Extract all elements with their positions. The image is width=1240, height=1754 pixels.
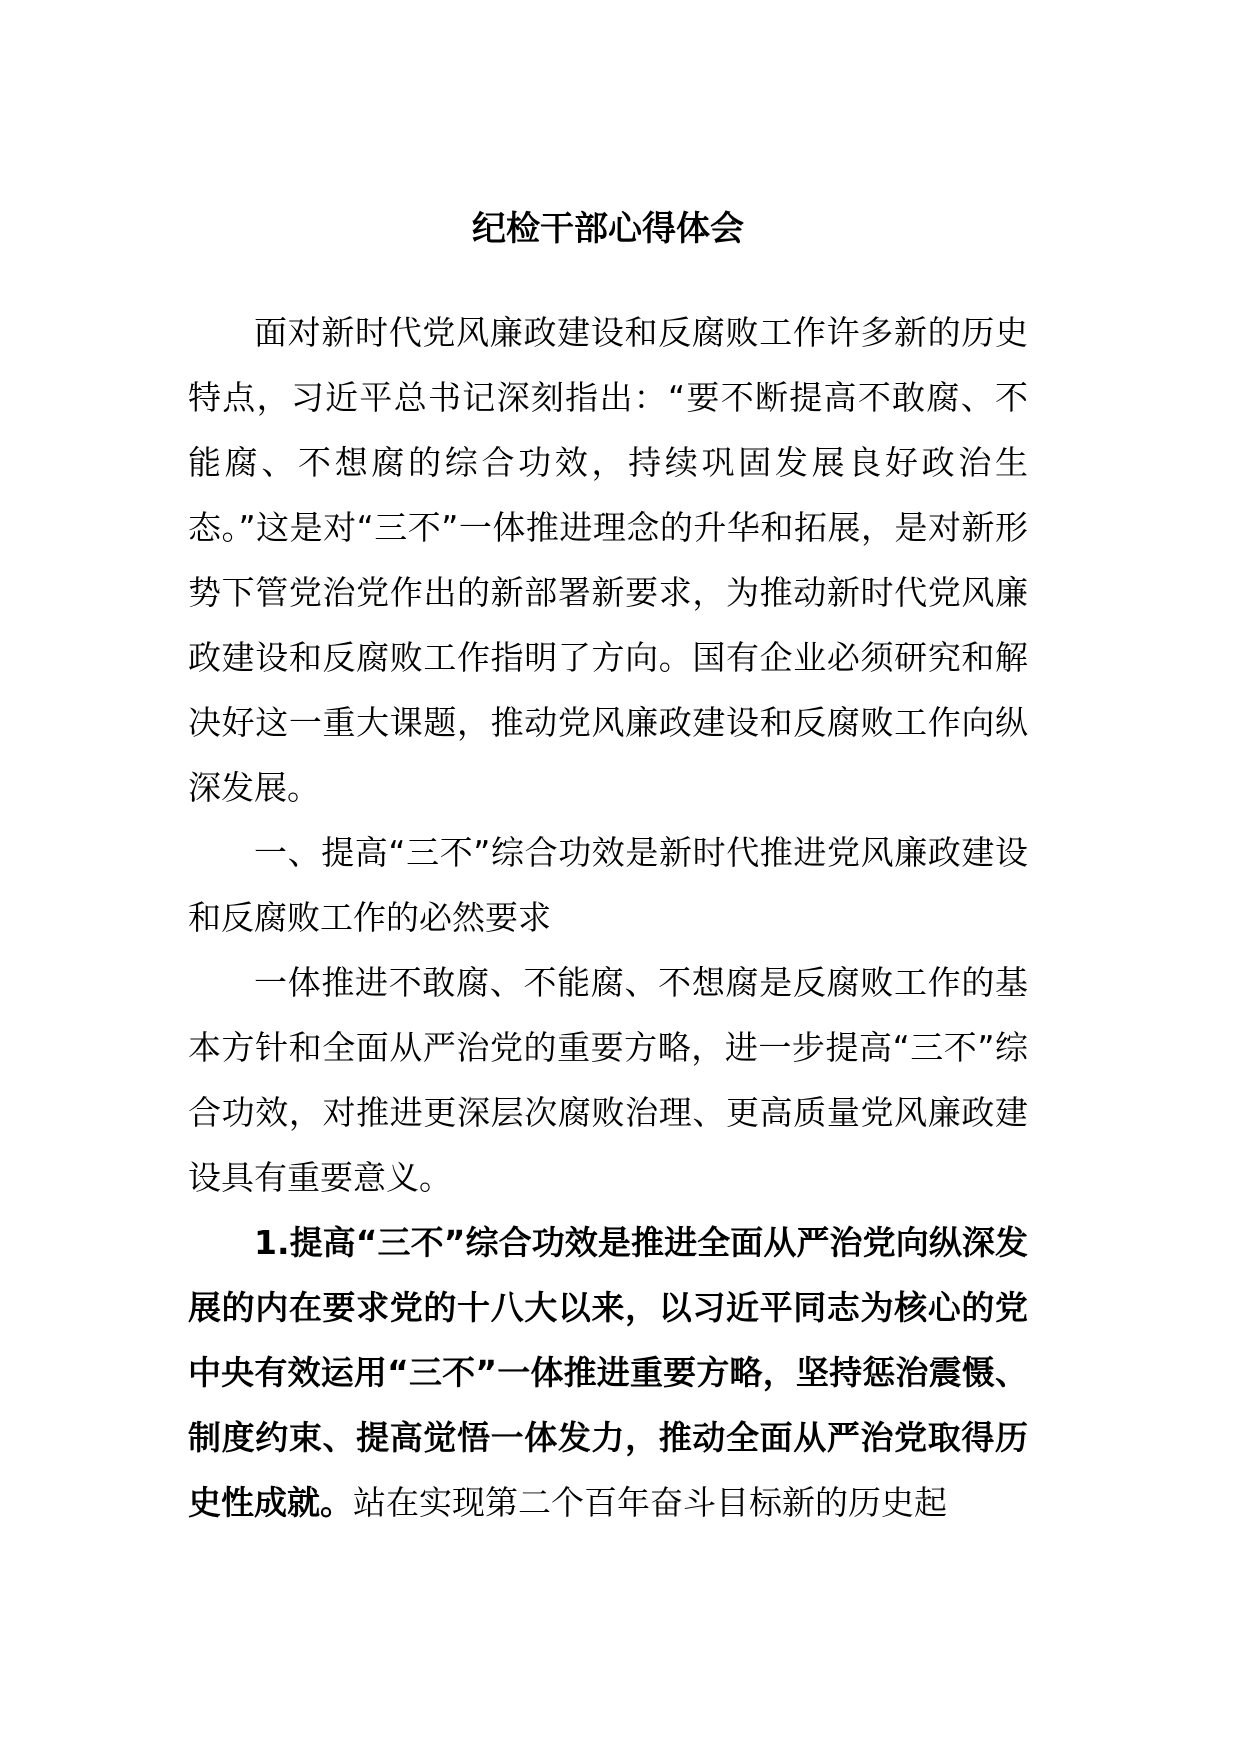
paragraph-section-1: 一体推进不敢腐、不能腐、不想腐是反腐败工作的基本方针和全面从严治党的重要方略，进一步提高“三不”综合功效，对推进更深层次腐败治理、更高质量党风廉政建设具有重要意义。 <box>188 963 1028 1197</box>
point-1-text: 站在实现第二个百年奋斗目标新的历史起 <box>353 1483 947 1522</box>
point-1-heading: 1.提高“三不”综合功效是推进全面从严治党向纵深发展的内在要求党的十八大以来，以习近平同志为核心的党中央有效运用“三不”一体推进重要方略，坚持惩治震慑、制度约束、提高觉悟一体发力，推动全面从严治党取得历史性成就。 <box>188 1223 1028 1522</box>
document-body <box>188 300 1028 1535</box>
section-heading-1: 一、提高“三不”综合功效是新时代推进党风廉政建设和反腐败工作的必然要求 <box>188 833 1028 937</box>
document-page <box>188 0 1028 1754</box>
paragraph-intro: 面对新时代党风廉政建设和反腐败工作许多新的历史特点，习近平总书记深刻指出：“要不断提高不敢腐、不能腐、不想腐的综合功效，持续巩固发展良好政治生态。”这是对“三不”一体推进理念的升华和拓展，是对新形势下管党治党作出的新部署新要求，为推动新时代党风廉政建设和反腐败工作指明了方向。国有企业必须研究和解决好这一重大课题，推动党风廉政建设和反腐败工作向纵深发展。 <box>188 313 1028 807</box>
document-title: 纪检干部心得体会 <box>472 209 744 249</box>
paragraph-point-1 <box>188 1210 1028 1535</box>
